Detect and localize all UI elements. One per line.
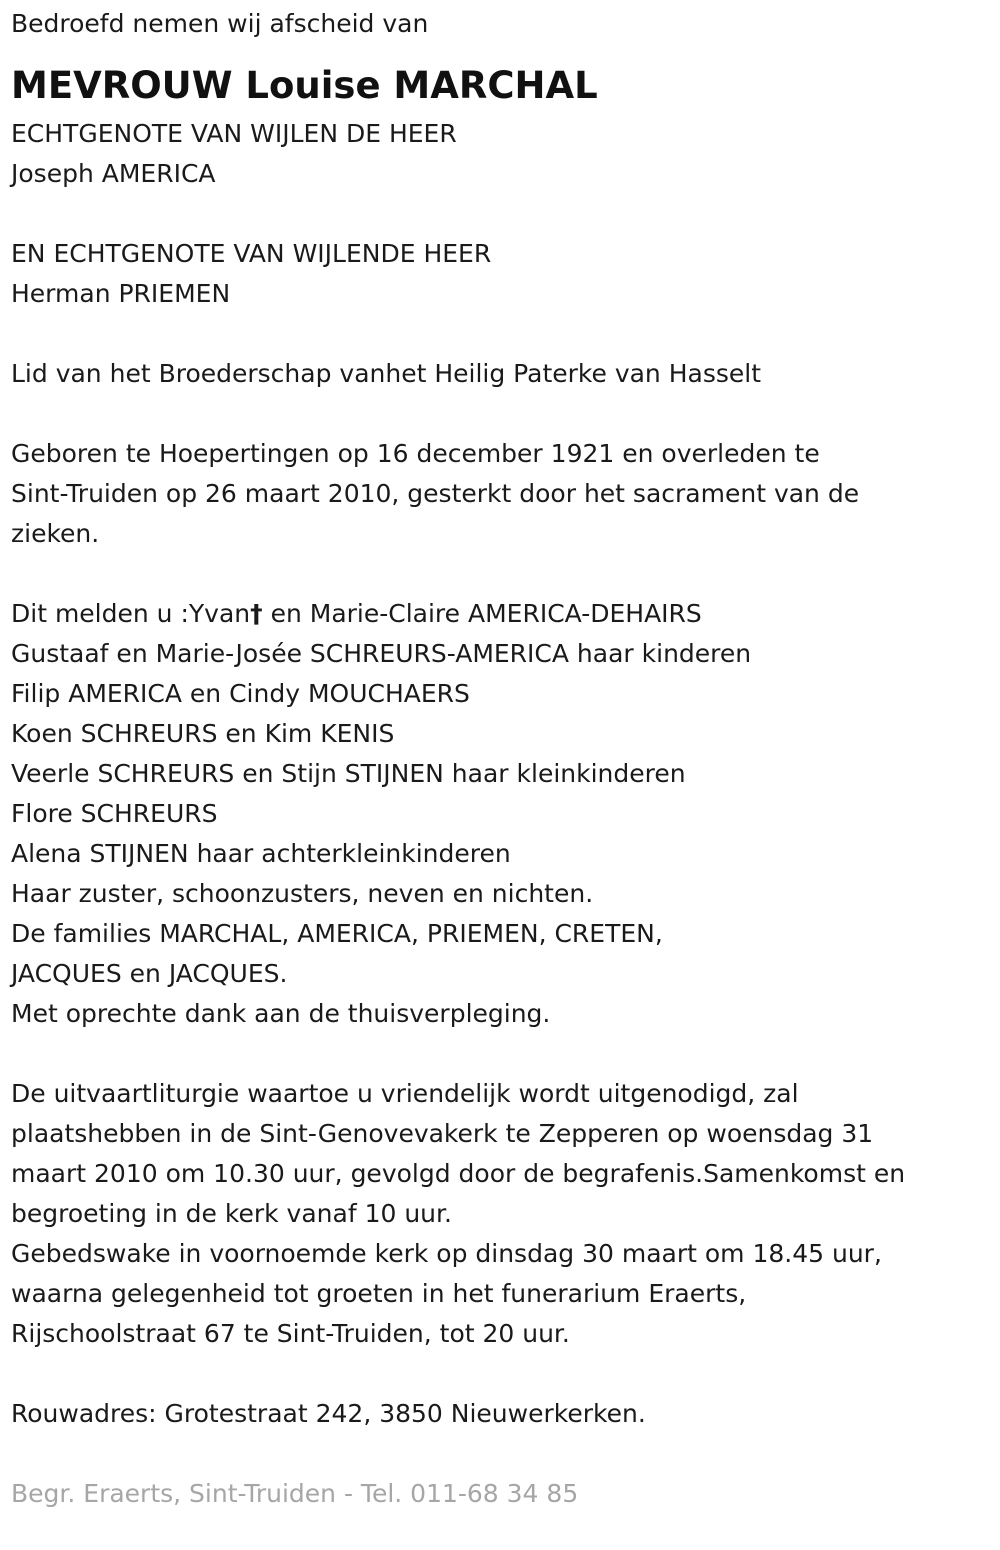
relative-line: Gustaaf en Marie-Josée SCHREURS-AMERICA haar kinderen [11,639,752,668]
announcement-first-line [11,594,990,634]
relative-line: Veerle SCHREURS en Stijn STIJNEN haar kleinkinderen [11,759,686,788]
announcement-suffix: en Marie-Claire AMERICA-DEHAIRS [262,599,702,628]
spacer [11,194,990,234]
funeral-line: plaatshebben in de Sint-Genovevakerk te Zepperen op woensdag 31 [11,1119,874,1148]
relative-line: Alena STIJNEN haar achterkleinkinderen [11,839,511,868]
mourning-address: Rouwadres: Grotestraat 242, 3850 Nieuwerkerken. [11,1399,646,1428]
relative-line: De families MARCHAL, AMERICA, PRIEMEN, CRETEN, [11,919,663,948]
relative-line: JACQUES en JACQUES. [11,959,288,988]
vigil-line: waarna gelegenheid tot groeten in het funerarium Eraerts, [11,1279,747,1308]
birth-death-line: Sint-Truiden op 26 maart 2010, gesterkt door het sacrament van de [11,479,860,508]
funeral-home-footer: Begr. Eraerts, Sint-Truiden - Tel. 011-68 34 85 [11,1479,579,1508]
deceased-name: MEVROUW Louise MARCHAL [11,64,598,107]
spacer [11,554,990,594]
spacer [11,1034,990,1074]
vigil-line: Gebedswake in voornoemde kerk op dinsdag 30 maart om 18.45 uur, [11,1239,882,1268]
second-spouse-label: EN ECHTGENOTE VAN WIJLENDE HEER [11,239,492,268]
funeral-line: De uitvaartliturgie waartoe u vriendelijk wordt uitgenodigd, zal [11,1079,799,1108]
relative-line: Haar zuster, schoonzusters, neven en nichten. [11,879,594,908]
funeral-line: maart 2010 om 10.30 uur, gevolgd door de begrafenis.Samenkomst en [11,1159,906,1188]
funeral-line: begroeting in de kerk vanaf 10 uur. [11,1199,452,1228]
spacer [11,1354,990,1394]
first-spouse-label: ECHTGENOTE VAN WIJLEN DE HEER [11,119,457,148]
announcement-prefix: Dit melden u :Yvan [11,599,251,628]
second-spouse-name: Herman PRIEMEN [11,279,231,308]
first-spouse-name: Joseph AMERICA [11,159,216,188]
spacer [11,314,990,354]
relative-line: Flore SCHREURS [11,799,218,828]
spacer [11,1434,990,1474]
relative-line: Filip AMERICA en Cindy MOUCHAERS [11,679,470,708]
membership-text: Lid van het Broederschap vanhet Heilig Paterke van Hasselt [11,359,762,388]
cross-icon: † [250,599,263,628]
intro-text: Bedroefd nemen wij afscheid van [11,9,429,38]
birth-death-line: Geboren te Hoepertingen op 16 december 1921 en overleden te [11,439,820,468]
birth-death-line: zieken. [11,519,100,548]
spacer [11,394,990,434]
vigil-line: Rijschoolstraat 67 te Sint-Truiden, tot 20 uur. [11,1319,570,1348]
thanks-line: Met oprechte dank aan de thuisverpleging. [11,999,551,1028]
relative-line: Koen SCHREURS en Kim KENIS [11,719,395,748]
